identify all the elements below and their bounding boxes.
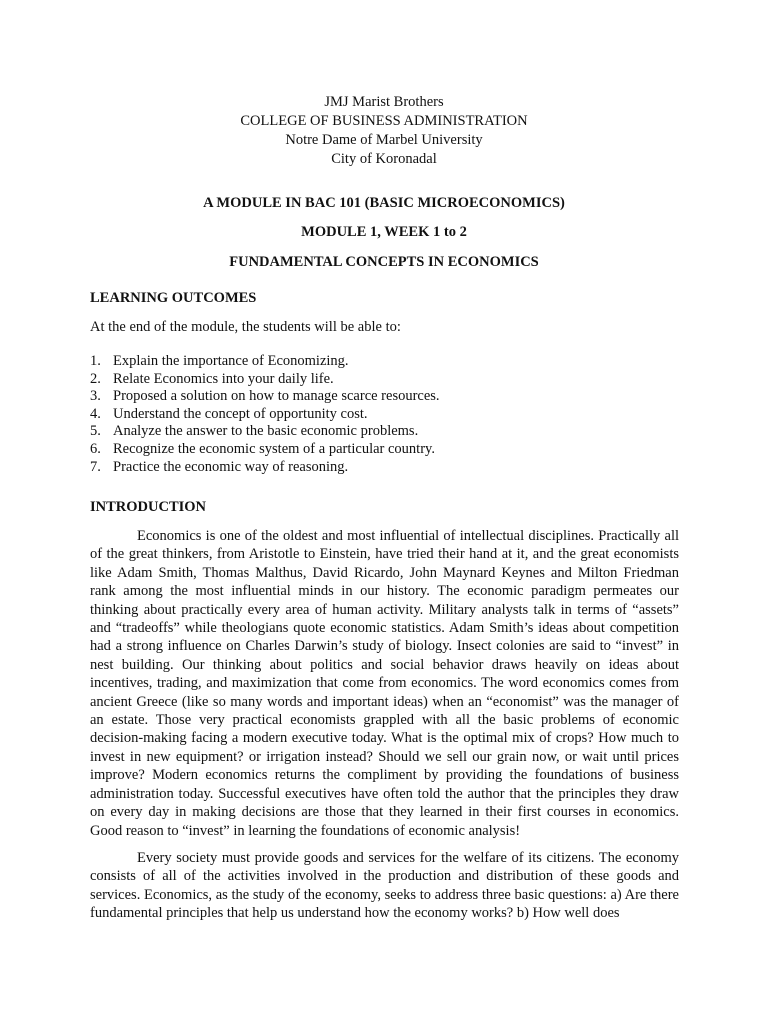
list-item-number: 4.: [90, 405, 101, 422]
list-item-text: Explain the importance of Economizing.: [113, 353, 349, 369]
learning-outcomes-heading: LEARNING OUTCOMES: [90, 290, 257, 306]
list-item-number: 2.: [90, 370, 101, 387]
module-title: A MODULE IN BAC 101 (BASIC MICROECONOMICS): [203, 195, 565, 211]
list-item: [90, 353, 440, 371]
header-city: City of Koronadal: [331, 151, 437, 167]
list-item-text: Analyze the answer to the basic economic problems.: [113, 423, 419, 440]
introduction-paragraph-1: Economics is one of the oldest and most influential of intellectual disciplines. Practically all of the great thinkers, from Aristotle to Einstein, have tried their hand at it, and the great economists like Adam Smith, Thomas Malthus, David Ricardo, John Maynard Keynes and Milton Friedman rank among the most influential minds in our history. The economic paradigm permeates our thinking about practically every area of human activity. Military analysts talk in terms of “assets” and “tradeoffs” while theologians quote economic statistics. Adam Smith’s ideas about competition had a strong influence on Charles Darwin’s study of biology. Insect colonies are said to “invest” in nest building. Our thinking about politics and social behavior draws heavily on ideas about incentives, trading, and maximization that come from economics. The word economics comes from ancient Greece (like so many words and important ideas) when an “economist” was the manager of an estate. Those very practical economists grappled with all the basic problems of economic decision-making facing a modern executive today. What is the optimal mix of crops? How much to invest in new equipment? or irrigation instead? Should we sell our grain now, or wait until prices improve? Modern economics returns the compliment by providing the foundations of business administration today. Successful executives have often told the author that the principles they draw on every day in making decisions are those that they learned in their first courses in economics. Good reason to “invest” in learning the foundations of economic analysis!: [90, 528, 679, 839]
introduction-paragraph-2: Every society must provide goods and services for the welfare of its citizens. The economy consists of all of the activities involved in the production and distribution of these goods and services. Economics, as the study of the economy, seeks to address three basic questions: a) Are there fundamental principles that help us understand how the economy works? b) How well does: [90, 850, 679, 922]
document-header: [0, 93, 768, 169]
list-item-text: Relate Economics into your daily life.: [113, 370, 334, 387]
list-item: [90, 371, 440, 389]
learning-outcomes-list: [90, 353, 440, 476]
learning-outcomes-lead: At the end of the module, the students will be able to:: [90, 319, 401, 335]
header-college: COLLEGE OF BUSINESS ADMINISTRATION: [240, 113, 528, 129]
list-item-number: 3.: [90, 388, 101, 405]
list-item-number: 7.: [90, 458, 101, 475]
list-item-number: 1.: [90, 353, 101, 369]
introduction-heading: INTRODUCTION: [90, 499, 207, 515]
module-week: MODULE 1, WEEK 1 to 2: [301, 224, 467, 240]
list-item-text: Practice the economic way of reasoning.: [113, 458, 349, 475]
list-item: [90, 423, 440, 441]
module-topic: FUNDAMENTAL CONCEPTS IN ECONOMICS: [229, 254, 539, 270]
list-item-text: Recognize the economic system of a particular country.: [113, 440, 435, 457]
list-item-text: Understand the concept of opportunity cost.: [113, 405, 368, 422]
list-item-number: 6.: [90, 440, 101, 457]
header-university: Notre Dame of Marbel University: [285, 132, 483, 148]
list-item: [90, 388, 440, 406]
list-item: [90, 459, 440, 477]
list-item-text: Proposed a solution on how to manage scarce resources.: [113, 388, 440, 405]
list-item: [90, 406, 440, 424]
list-item-number: 5.: [90, 423, 101, 440]
header-organization: JMJ Marist Brothers: [324, 94, 444, 110]
list-item: [90, 441, 440, 459]
